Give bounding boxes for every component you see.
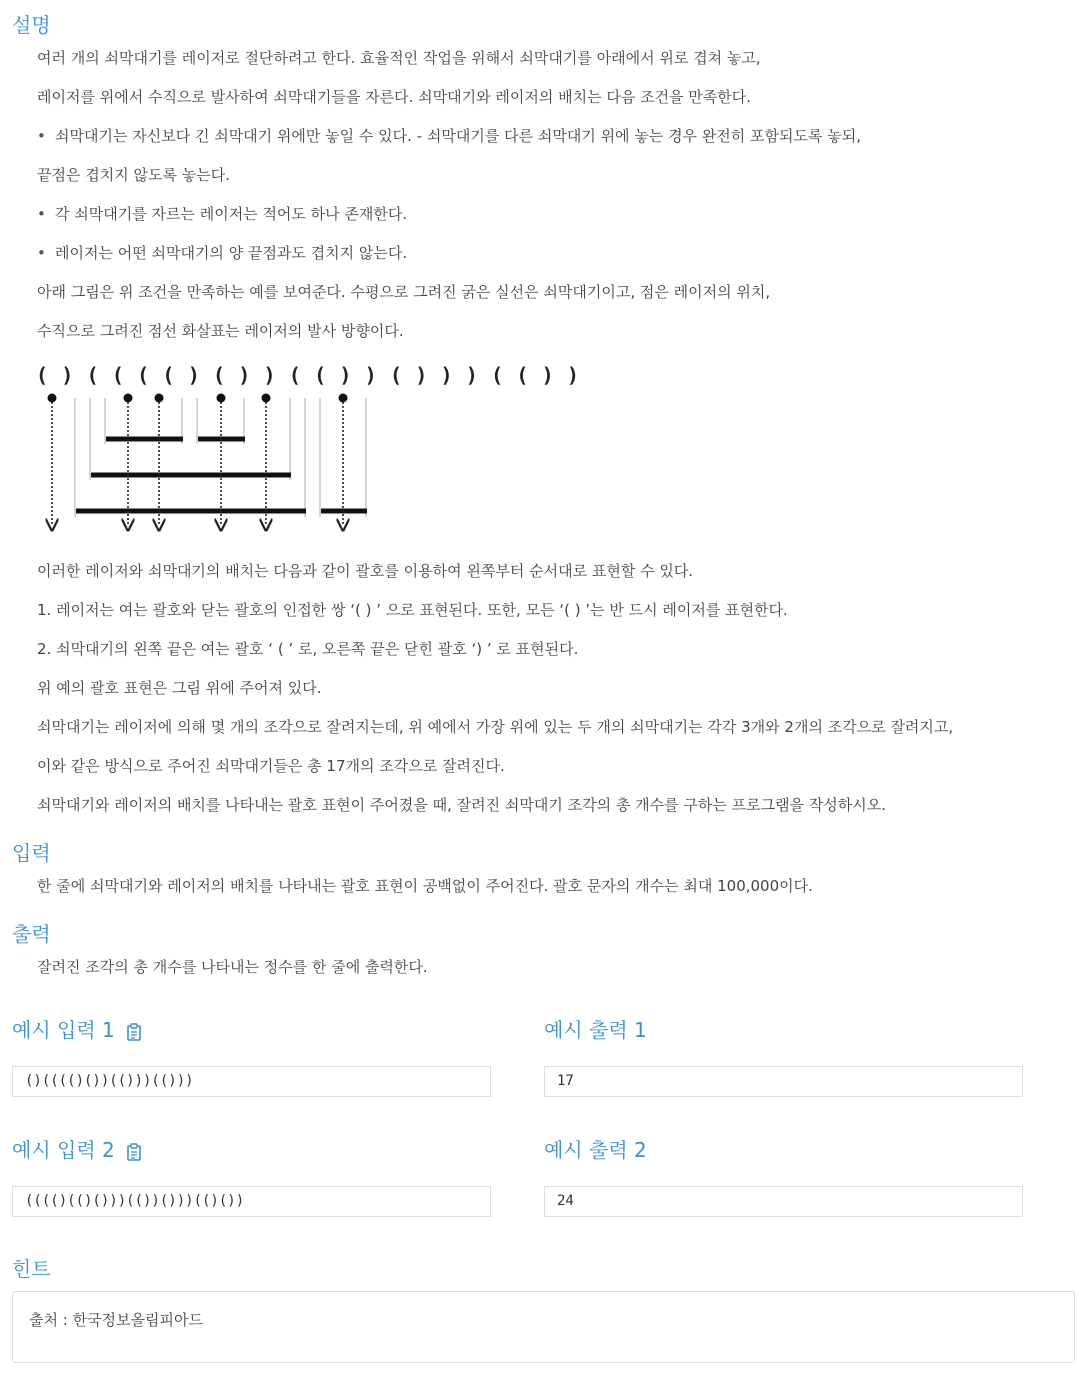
laser-point (339, 394, 348, 403)
description-paragraph: 쇠막대기는 레이저에 의해 몇 개의 조각으로 잘려지는데, 위 예에서 가장 위에 있는 두 개의 쇠막대기는 각각 3개와 2개의 조각으로 잘려지고, (37, 718, 954, 736)
description-bullet (37, 126, 861, 146)
laser-point (262, 394, 271, 403)
example-input-1-header (12, 1017, 141, 1043)
example-output-2-header (544, 1137, 647, 1163)
example-output-1-header (544, 1017, 647, 1043)
hint-text: 출처 : 한국정보올림피아드 (29, 1311, 203, 1329)
example-output-2-box[interactable]: 24 (544, 1186, 1023, 1217)
description-paragraph: 수직으로 그려진 점선 화살표는 레이저의 발사 방향이다. (37, 322, 404, 340)
hint-box (12, 1291, 1075, 1363)
section-title-output: 출력 (12, 922, 51, 946)
section-title-input: 입력 (12, 841, 51, 865)
section-title-hint: 힌트 (12, 1257, 51, 1281)
bullet-dot: • (37, 205, 46, 223)
description-paragraph: 이와 같은 방식으로 주어진 쇠막대기들은 총 17개의 조각으로 잘려진다. (37, 757, 505, 775)
description-bullet (37, 243, 407, 263)
example-input-2-title: 예시 입력 2 (12, 1138, 115, 1162)
example-output-2-title: 예시 출력 2 (544, 1138, 647, 1162)
clipboard-icon[interactable] (127, 1021, 141, 1039)
description-bullet (37, 204, 407, 224)
laser-bar-figure (36, 362, 580, 537)
bullet-text: 각 쇠막대기를 자르는 레이저는 적어도 하나 존재한다. (55, 205, 408, 223)
laser-point (124, 394, 133, 403)
laser-point (217, 394, 226, 403)
example-input-1-box[interactable]: ()(((()())(()))(())) (12, 1066, 491, 1097)
description-paragraph: 아래 그림은 위 조건을 만족하는 예를 보여준다. 수평으로 그려진 굵은 실선은 쇠막대기이고, 점은 레이저의 위치, (37, 283, 771, 301)
example-input-1-title: 예시 입력 1 (12, 1018, 115, 1042)
description-paragraph: 이러한 레이저와 쇠막대기의 배치는 다음과 같이 괄호를 이용하여 왼쪽부터 순서대로 표현할 수 있다. (37, 562, 694, 580)
description-paragraph: 끝점은 겹치지 않도록 놓는다. (37, 166, 230, 184)
description-paragraph: 2. 쇠막대기의 왼쪽 끝은 여는 괄호 ‘ ( ’ 로, 오른쪽 끝은 닫힌 괄호 ‘) ’ 로 표현된다. (37, 640, 579, 658)
example-output-1-title: 예시 출력 1 (544, 1018, 647, 1042)
description-paragraph: 위 예의 괄호 표현은 그림 위에 주어져 있다. (37, 679, 322, 697)
figure-brackets: ( ) ( ( ( ( ) ( ) ) ( ( ) ) ( ) ) ) ( ( ) ) (36, 363, 580, 387)
section-title-description: 설명 (12, 13, 51, 37)
description-paragraph: 1. 레이저는 여는 괄호와 닫는 괄호의 인접한 쌍 ‘( ) ’ 으로 표현된다. 또한, 모든 ‘( ) ’는 반 드시 레이저를 표현한다. (37, 601, 788, 619)
bullet-dot: • (37, 244, 46, 262)
example-output-1-box[interactable]: 17 (544, 1066, 1023, 1097)
clipboard-icon[interactable] (127, 1141, 141, 1159)
input-description: 한 줄에 쇠막대기와 레이저의 배치를 나타내는 괄호 표현이 공백없이 주어진다. 괄호 문자의 개수는 최대 100,000이다. (37, 877, 813, 895)
laser-point (48, 394, 57, 403)
example-input-2-box[interactable]: (((()(()()))(())()))(()()) (12, 1186, 491, 1217)
output-description: 잘려진 조각의 총 개수를 나타내는 정수를 한 줄에 출력한다. (37, 958, 428, 976)
description-paragraph: 레이저를 위에서 수직으로 발사하여 쇠막대기들을 자른다. 쇠막대기와 레이저의 배치는 다음 조건을 만족한다. (37, 88, 752, 106)
description-paragraph: 여러 개의 쇠막대기를 레이저로 절단하려고 한다. 효율적인 작업을 위해서 쇠막대기를 아래에서 위로 겹쳐 놓고, (37, 49, 761, 67)
laser-point (155, 394, 164, 403)
bullet-dot: • (37, 127, 46, 145)
bullet-text: 레이저는 어떤 쇠막대기의 양 끝점과도 겹치지 않는다. (55, 244, 408, 262)
bullet-text: 쇠막대기는 자신보다 긴 쇠막대기 위에만 놓일 수 있다. - 쇠막대기를 다른 쇠막대기 위에 놓는 경우 완전히 포함되도록 놓되, (55, 127, 862, 145)
description-paragraph: 쇠막대기와 레이저의 배치를 나타내는 괄호 표현이 주어졌을 때, 잘려진 쇠막대기 조각의 총 개수를 구하는 프로그램을 작성하시오. (37, 796, 887, 814)
example-input-2-header (12, 1137, 141, 1163)
